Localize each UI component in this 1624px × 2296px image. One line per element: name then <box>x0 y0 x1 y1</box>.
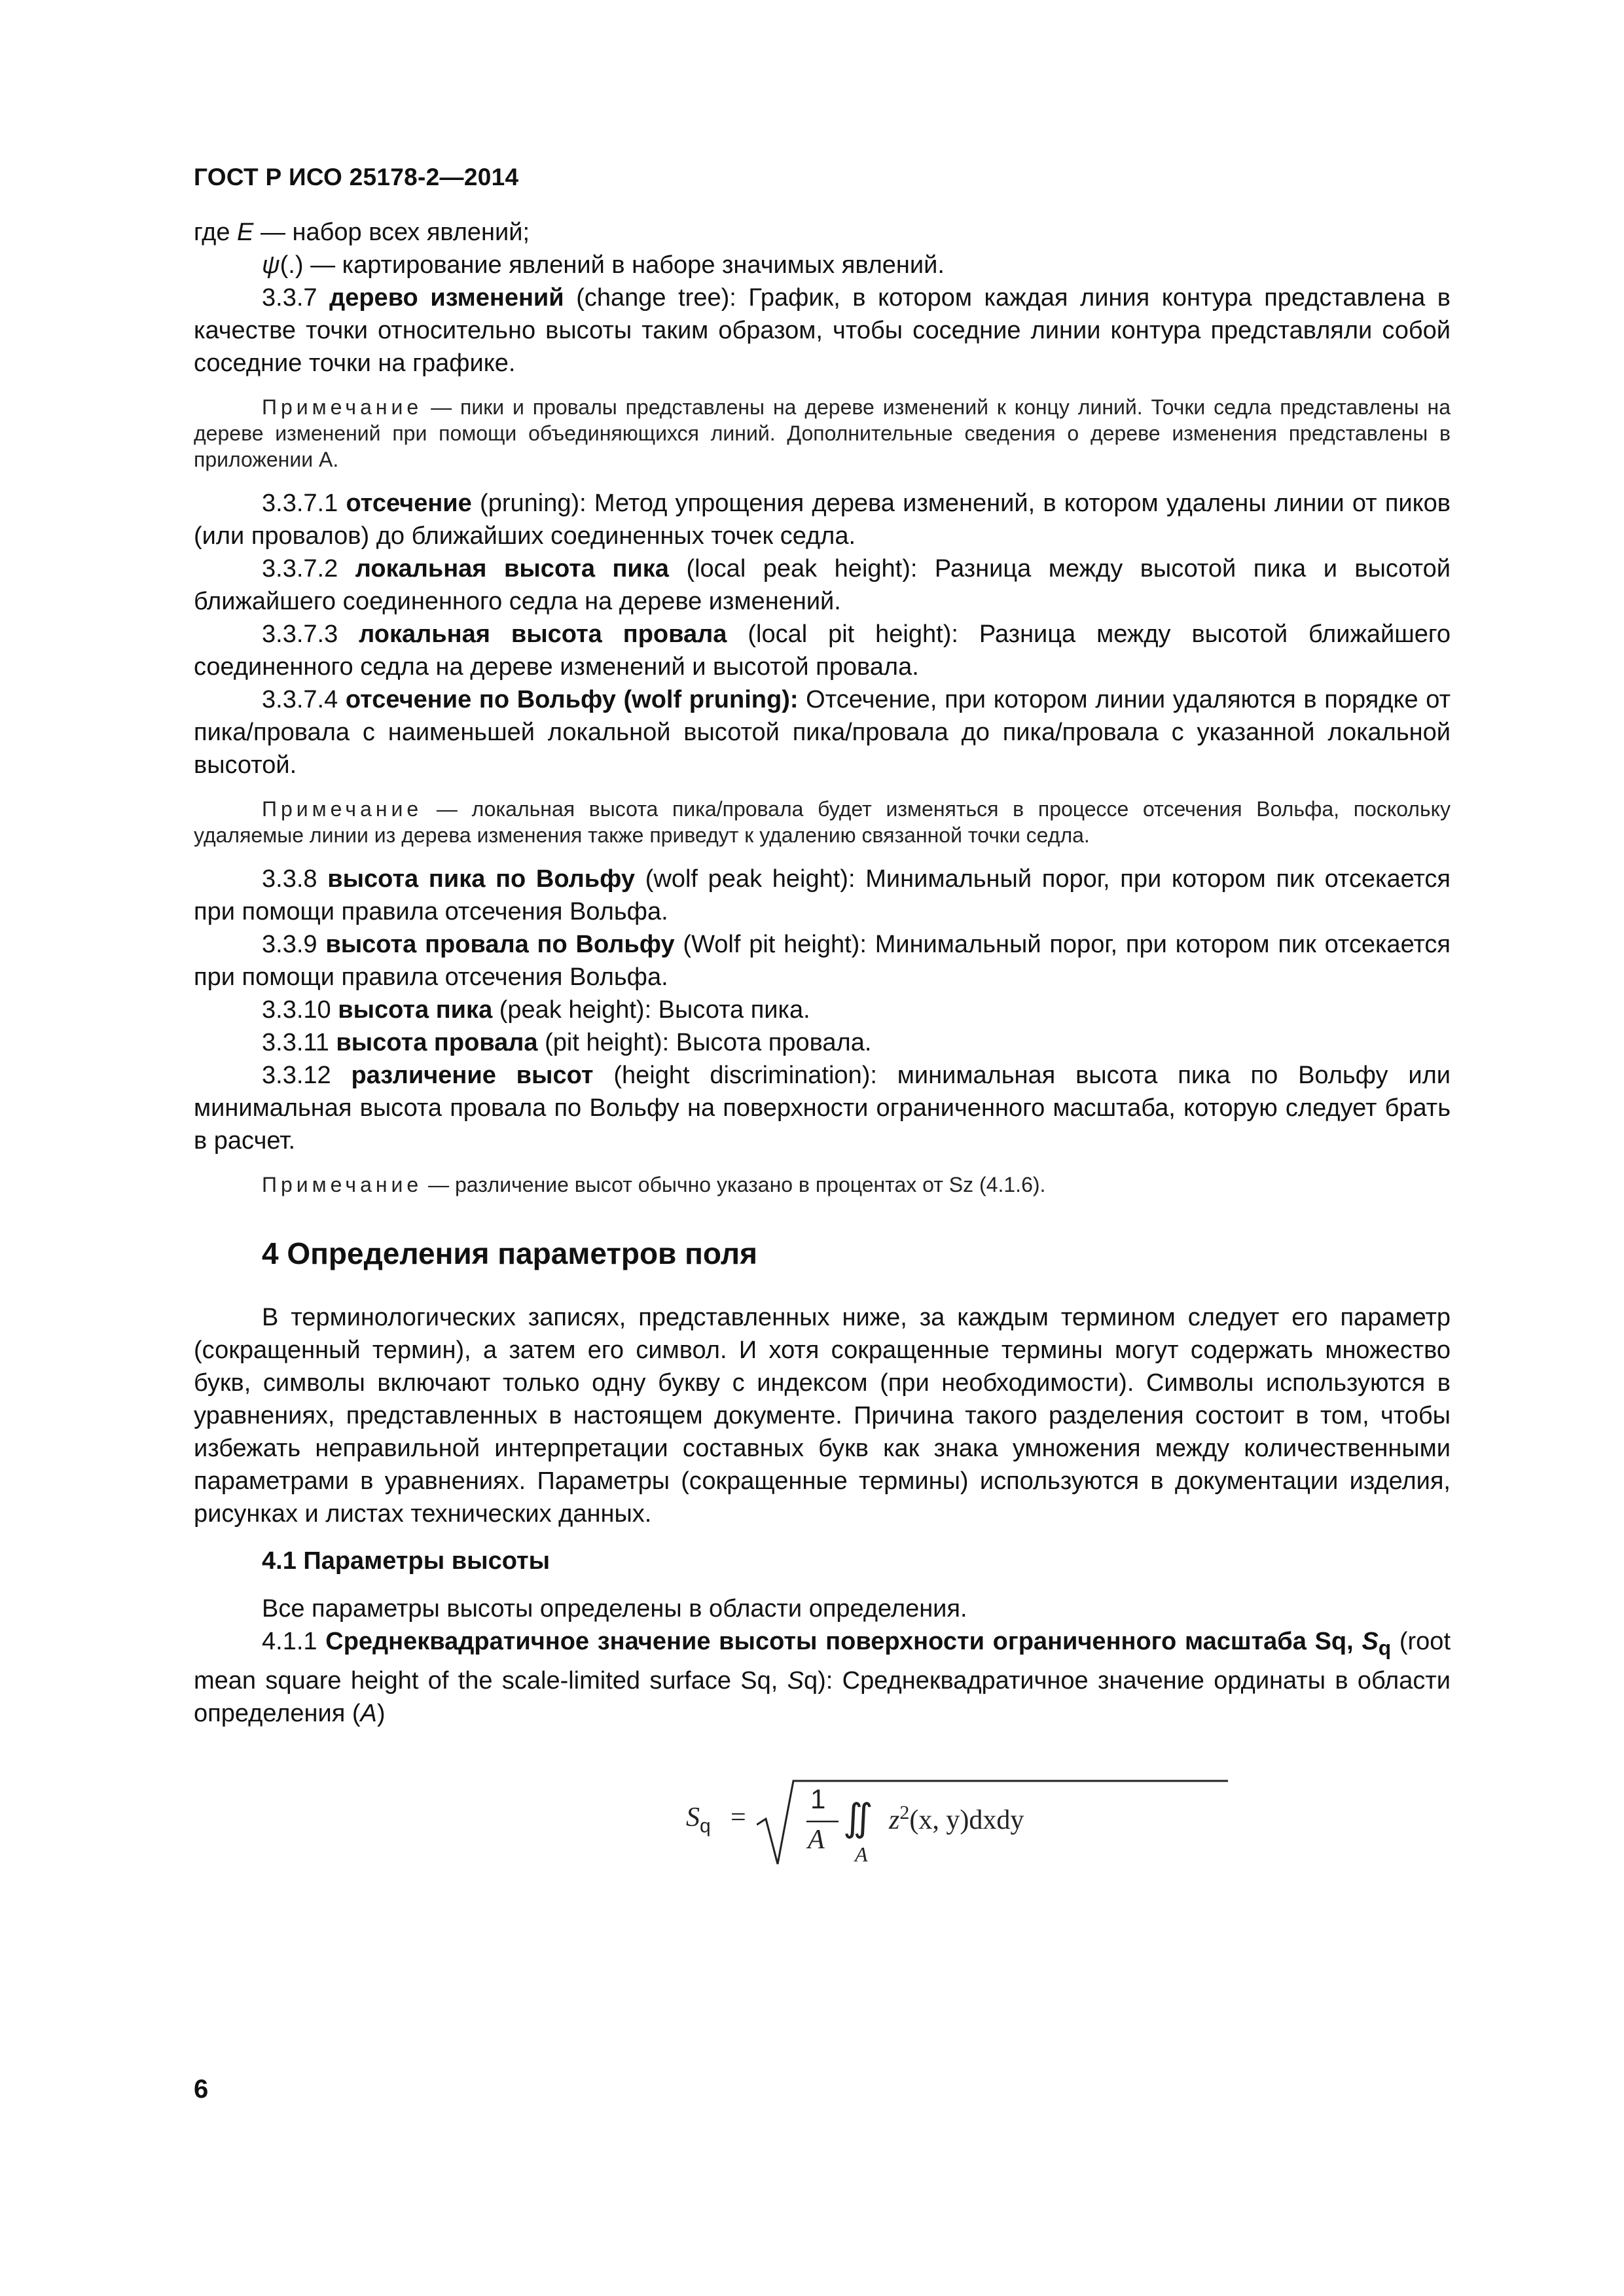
clause-text: (local pit height): Разница между высотой ближайшего соединенного седла на дереве изменений и высотой провала. <box>194 620 1451 681</box>
e-definition: — набор всех явлений; <box>253 219 530 246</box>
formula-power: 2 <box>899 1801 910 1823</box>
formula-integration-domain: A <box>855 1842 868 1866</box>
formula-lhs-subscript: q <box>700 1814 711 1837</box>
clause-text: (wolf peak height): Минимальный порог, при котором пик отсекается при помощи правила отсечения Вольфа. <box>194 865 1451 925</box>
e-symbol: E <box>237 219 254 246</box>
formula-double-integral: ∬ <box>843 1796 873 1839</box>
standard-header: ГОСТ Р ИСО 25178-2—2014 <box>194 164 519 190</box>
clause-number: 4.1.1 <box>262 1628 326 1655</box>
clause-text: (local peak height): Разница между высотой пика и высотой ближайшего соединенного седла на дереве изменений. <box>194 555 1451 615</box>
section-4-heading: 4 Определения параметров поля <box>262 1236 757 1270</box>
area-symbol: A <box>360 1699 377 1727</box>
clause-3-3-7 <box>194 281 1451 380</box>
section-4-1-intro: Все параметры высоты определены в области определения. <box>262 1595 967 1623</box>
clause-term: высота провала по Вольфу <box>325 931 675 958</box>
section-4-1-heading: 4.1 Параметры высоты <box>262 1547 550 1575</box>
clause-text: (pruning): Метод упрощения дерева изменений, в котором удалены линии от пиков (или провалов) до ближайших соединенных точек седла. <box>194 490 1451 550</box>
sq-symbol-inline: S <box>787 1666 804 1695</box>
note-2 <box>194 796 1451 848</box>
formula-lhs <box>686 1802 711 1837</box>
sq-symbol: S <box>1362 1628 1379 1655</box>
formula-numerator: 1 <box>810 1783 826 1814</box>
clause-text: (pit height): Высота провала. <box>537 1029 872 1056</box>
formula-denominator: A <box>808 1824 825 1855</box>
clause-3-3-7-4 <box>194 683 1451 781</box>
clause-term: локальная высота пика <box>355 555 669 583</box>
psi-line <box>194 249 1451 281</box>
clause-number: 3.3.7.2 <box>262 555 355 583</box>
formula-args: (x, y)dxdy <box>909 1804 1024 1835</box>
sq-subscript: q <box>1378 1636 1392 1660</box>
clause-number: 3.3.10 <box>262 996 338 1024</box>
note-3 <box>194 1172 1451 1198</box>
formula-integrand <box>889 1802 1024 1836</box>
clause-text: (change tree): График, в котором каждая линия контура представлена в качестве точки относительно высоты таким образом, чтобы соседние линии контура представляли собой соседние точки на графике. <box>194 284 1451 377</box>
clause-term: высота пика <box>338 996 493 1024</box>
note-text: — различение высот обычно указано в процентах от Sz (4.1.6). <box>422 1173 1046 1196</box>
where-e-line <box>194 216 1451 249</box>
clause-text-c: ) <box>376 1699 386 1727</box>
note-text: — пики и провалы представлены на дереве изменений к концу линий. Точки седла представлены на дереве изменений при помощи объединяющихся линий. Дополнительные сведения о дереве изменения представлены в приложении А. <box>194 395 1451 471</box>
note-label: Примечание <box>262 395 423 419</box>
page-number: 6 <box>194 2075 209 2104</box>
clause-3-3-7-3 <box>194 618 1451 683</box>
clause-number: 3.3.8 <box>262 865 328 893</box>
formula-z: z <box>889 1804 900 1835</box>
clause-3-3-11 <box>194 1026 1451 1059</box>
clause-text-a: (root mean square height of the scale-limited surface Sq, <box>194 1628 1451 1695</box>
clause-4-1-1 <box>194 1625 1451 1730</box>
note-1 <box>194 394 1451 473</box>
clause-3-3-12 <box>194 1059 1451 1157</box>
clause-3-3-8 <box>194 863 1451 928</box>
clause-number: 3.3.11 <box>262 1029 336 1056</box>
clause-term: высота провала <box>336 1029 538 1056</box>
clause-term: отсечение по Вольфу (wolf pruning): <box>345 686 799 713</box>
clause-term <box>325 1628 1392 1660</box>
formula-equals: = <box>731 1802 746 1833</box>
clause-number: 3.3.7.4 <box>262 686 346 713</box>
clause-term: различение высот <box>351 1062 594 1089</box>
clause-text-b: q): Среднеквадратичное значение ординаты в области определения ( <box>194 1666 1451 1727</box>
clause-number: 3.3.7 <box>262 284 330 312</box>
sq-formula <box>194 1776 1451 1880</box>
page-content <box>194 164 1451 1880</box>
clause-number: 3.3.7.3 <box>262 620 359 648</box>
clause-number: 3.3.12 <box>262 1062 352 1089</box>
note-label: Примечание <box>262 1173 423 1196</box>
clause-text: (peak height): Высота пика. <box>492 996 810 1024</box>
clause-number: 3.3.9 <box>262 931 326 958</box>
clause-number: 3.3.7.1 <box>262 490 346 517</box>
note-text: — локальная высота пика/провала будет изменяться в процессе отсечения Вольфа, поскольку удаляемые линии из дерева изменения также приведут к удалению связанной точки седла. <box>194 797 1451 847</box>
clause-3-3-9 <box>194 928 1451 994</box>
clause-text: (height discrimination): минимальная высота пика по Вольфу или минимальная высота провала по Вольфу на поверхности ограниченного масштаба, которую следует брать в расчет. <box>194 1062 1451 1155</box>
clause-text: Отсечение, при котором линии удаляются в порядке от пика/провала с наименьшей локальной высотой пика/провала до пика/провала с указанной локальной высотой. <box>194 686 1451 779</box>
clause-text: (Wolf pit height): Минимальный порог, при котором пик отсекается при помощи правила отсечения Вольфа. <box>194 931 1451 991</box>
clause-3-3-10 <box>194 994 1451 1026</box>
note-label: Примечание <box>262 797 423 821</box>
psi-symbol: ψ <box>262 251 280 279</box>
where-lead: где <box>194 219 238 246</box>
clause-term: высота пика по Вольфу <box>327 865 636 893</box>
clause-term: локальная высота провала <box>359 620 727 648</box>
section-4-body: В терминологических записях, представленных ниже, за каждым термином следует его параметр (сокращенный термин), а затем его символ. И хотя сокращенные термины могут содержать множество букв, символы включают только одну букву с индексом (при необходимости). Символы используются в уравнениях, представленных в настоящем документе. Причина такого разделения состоит в том, чтобы избежать неправильной интерпретации составных букв как знака умножения между количественными параметрами в уравнениях. Параметры (сокращенные термины) используются в документации изделия, рисунках и листах технических данных. <box>194 1304 1451 1528</box>
clause-3-3-7-2 <box>194 552 1451 618</box>
psi-definition: (.) — картирование явлений в наборе значимых явлений. <box>280 251 945 279</box>
clause-term: отсечение <box>346 490 472 517</box>
formula-lhs-symbol: S <box>686 1802 700 1833</box>
clause-term-text: Среднеквадратичное значение высоты поверхности ограниченного масштаба Sq, <box>325 1628 1362 1655</box>
clause-3-3-7-1 <box>194 487 1451 552</box>
clause-term: дерево изменений <box>329 284 564 312</box>
